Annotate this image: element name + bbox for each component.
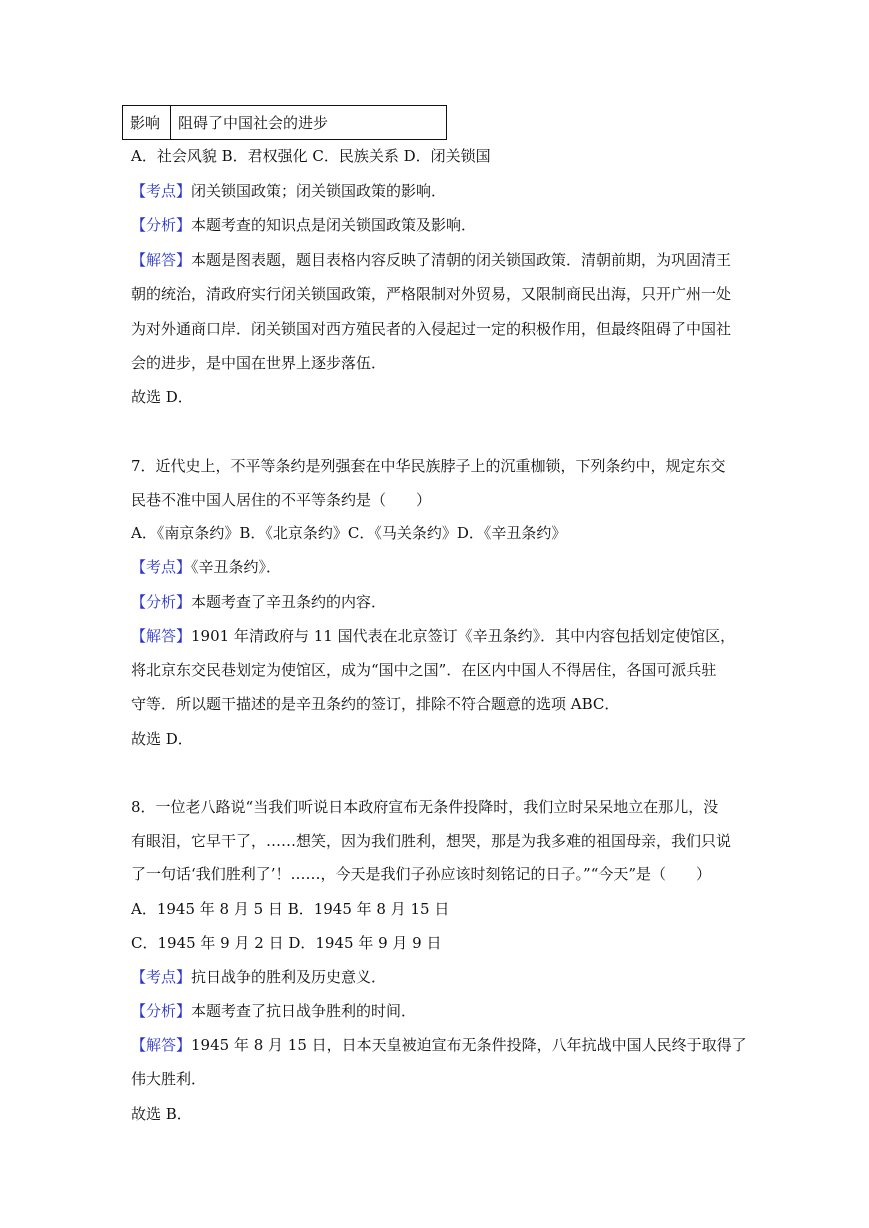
q6-kaodian (131, 181, 446, 201)
fenxi-text: 本题考查的知识点是闭关锁国政策及影响． (191, 216, 477, 234)
q6-jieda-line: 会的进步，是中国在世界上逐步落伍． (131, 354, 387, 372)
jieda-tag: 【解答】 (131, 1036, 192, 1054)
q7-jieda-line: 守等．所以题干描述的是辛丑条约的签订，排除不符合题意的选项 ABC． (131, 695, 620, 713)
kaodian-text: 闭关锁国政策；闭关锁国政策的影响． (191, 182, 447, 200)
q6-jieda-line: 为对外通商口岸．闭关锁国对西方殖民者的入侵起过一定的积极作用，但最终阻碍了中国社 (131, 320, 732, 338)
table-label-cell: 影响 (123, 106, 171, 140)
q6-jieda (131, 250, 731, 270)
q6-jieda-line: 朝的统治，清政府实行闭关锁国政策，严格限制对外贸易，又限制商民出海，只开广州一处 (131, 285, 732, 303)
q6-options: A．社会风貌 B．君权强化 C．民族关系 D．闭关锁国 (131, 147, 491, 165)
jieda-text: 1945 年 8 月 15 日，日本天皇被迫宣布无条件投降，八年抗战中国人民终于取得了 (191, 1036, 747, 1054)
table-row (123, 106, 447, 140)
fenxi-tag: 【分析】 (131, 593, 192, 611)
q7-options: A．《南京条约》B．《北京条约》C．《马关条约》D．《辛丑条约》 (131, 524, 567, 542)
q8-options: A．1945 年 8 月 5 日 B．1945 年 8 月 15 日 (131, 900, 450, 918)
jieda-text: 1901 年清政府与 11 国代表在北京签订《辛丑条约》．其中内容包括划定使馆区， (191, 627, 736, 645)
q6-fenxi (131, 215, 476, 235)
q8-stem-line: 有眼泪，它早干了，……想笑，因为我们胜利，想哭，那是为我多难的祖国母亲，我们只说 (131, 832, 732, 850)
q8-stem: 8．一位老八路说“当我们听说日本政府宣布无条件投降时，我们立时呆呆地立在那儿，没 (131, 798, 719, 816)
q7-fenxi (131, 592, 386, 612)
q8-options: C．1945 年 9 月 2 日 D．1945 年 9 月 9 日 (131, 934, 442, 952)
q7-stem: 7．近代史上，不平等条约是列强套在中华民族脖子上的沉重枷锁，下列条约中，规定东交 (131, 457, 726, 475)
fenxi-text: 本题考查了抗日战争胜利的时间． (191, 1002, 417, 1020)
q8-jieda (131, 1035, 747, 1055)
q7-jieda (131, 626, 735, 646)
jieda-tag: 【解答】 (131, 251, 192, 269)
q6-answer: 故选 D． (131, 388, 193, 406)
q7-kaodian (131, 557, 281, 577)
kaodian-tag: 【考点】 (131, 968, 192, 986)
kaodian-tag: 【考点】 (131, 558, 192, 576)
fenxi-text: 本题考查了辛丑条约的内容． (191, 593, 387, 611)
q8-fenxi (131, 1001, 416, 1021)
q8-kaodian (131, 967, 386, 987)
table-value-cell: 阻碍了中国社会的进步 (171, 106, 447, 140)
jieda-text: 本题是图表题，题目表格内容反映了清朝的闭关锁国政策．清朝前期，为巩固清王 (191, 251, 732, 269)
q7-answer: 故选 D． (131, 730, 193, 748)
kaodian-tag: 【考点】 (131, 182, 192, 200)
q7-stem-line: 民巷不准中国人居住的不平等条约是（ ） (131, 491, 432, 509)
q8-stem-line: 了一句话‘我们胜利了’！……，今天是我们子孙应该时刻铭记的日子。”“今天”是（ ） (131, 865, 712, 883)
influence-table (122, 105, 447, 140)
q7-jieda-line: 将北京东交民巷划定为使馆区，成为“国中之国”．在区内中国人不得居住，各国可派兵驻 (131, 661, 717, 679)
q8-answer: 故选 B． (131, 1105, 192, 1123)
fenxi-tag: 【分析】 (131, 216, 192, 234)
q8-jieda-line: 伟大胜利． (131, 1070, 207, 1088)
jieda-tag: 【解答】 (131, 627, 192, 645)
kaodian-text: 抗日战争的胜利及历史意义． (191, 968, 387, 986)
fenxi-tag: 【分析】 (131, 1002, 192, 1020)
kaodian-text: 《辛丑条约》． (191, 558, 282, 576)
